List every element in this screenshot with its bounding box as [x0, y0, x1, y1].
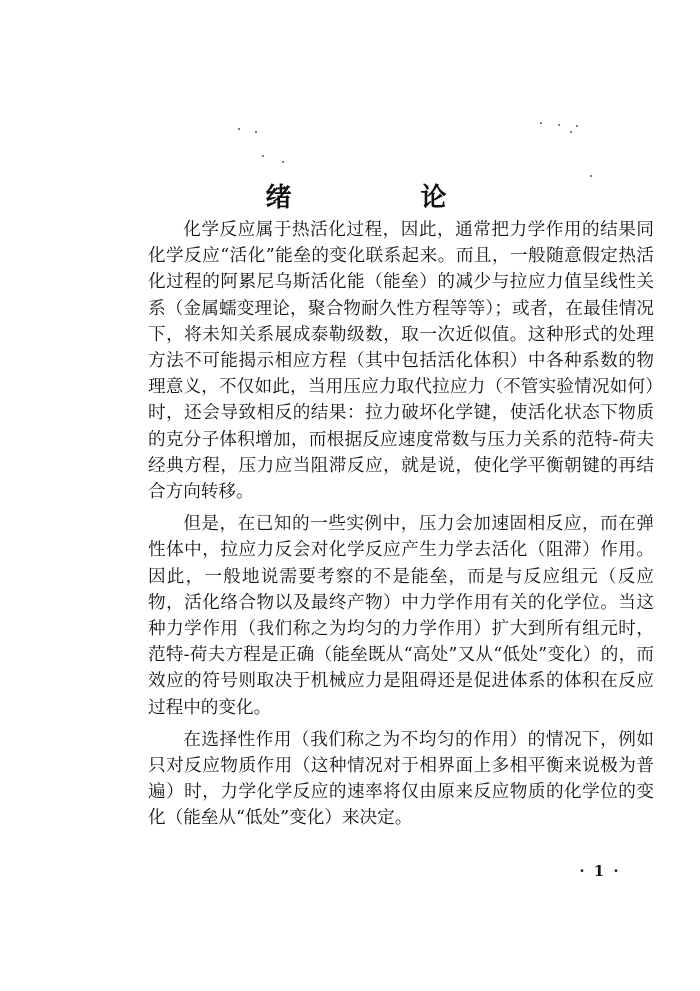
page-number: · 1 · [579, 862, 621, 880]
scan-speck [238, 128, 240, 130]
chapter-title: 绪 论 [265, 183, 507, 214]
scan-speck [558, 124, 560, 126]
scan-speck [255, 131, 257, 133]
paragraph: 但是，在已知的一些实例中，压力会加速固相反应，而在弹性体中，拉应力反会对化学反应产生力学去活化（阻滞）作用。因此，一般地说需要考察的不是能垒，而是与反应组元（反应物，活化络合物以及最终产物）中力学作用有关的化学位。当这种力学作用（我们称之为均匀的力学作用）扩大到所有组元时，范特-荷夫方程是正确（能垒既从“高处”又从“低处”变化）的，而效应的符号则取决于机械应力是阻碍还是促进体系的体积在反应过程中的变化。 [148, 514, 654, 718]
body-text [148, 217, 654, 838]
scan-speck [570, 131, 572, 133]
scan-speck [262, 155, 264, 157]
scan-speck [576, 125, 578, 127]
scan-speck [540, 122, 542, 124]
paragraph: 在选择性作用（我们称之为不均匀的作用）的情况下，例如只对反应物质作用（这种情况对于相界面上多相平衡来说极为普遍）时，力学化学反应的速率将仅由原来反应物质的化学位的变化（能垒从“低处”变化）来决定。 [148, 729, 654, 829]
paragraph: 化学反应属于热活化过程，因此，通常把力学作用的结果同化学反应“活化”能垒的变化联系起来。而且，一般随意假定热活化过程的阿累尼乌斯活化能（能垒）的减少与拉应力值呈线性关系（金属蠕变理论，聚合物耐久性方程等等）；或者，在最佳情况下，将未知关系展成泰勒级数，取一次近似值。这种形式的处理方法不可能揭示相应方程（其中包括活化体积）中各种系数的物理意义，不仅如此，当用压应力取代拉应力（不管实验情况如何）时，还会导致相反的结果：拉力破坏化学键，使活化状态下物质的克分子体积增加，而根据反应速度常数与压力关系的范特-荷夫经典方程，压力应当阻滞反应，就是说，使化学平衡朝键的再结合方向转移。 [148, 220, 654, 503]
scan-speck [282, 161, 284, 163]
